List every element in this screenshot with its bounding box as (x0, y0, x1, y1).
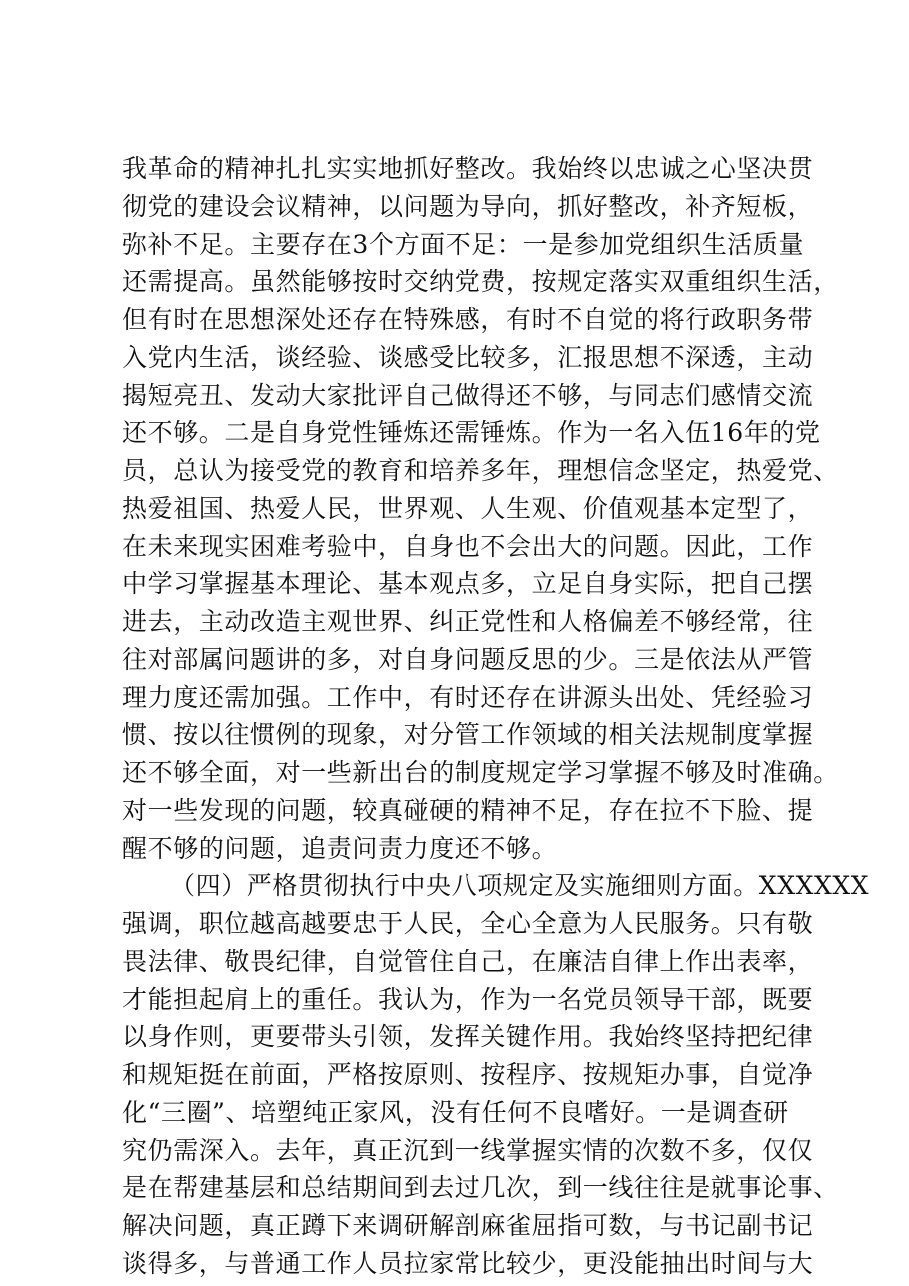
body-text (122, 150, 870, 1283)
text-line: 是在帮建基层和总结期间到去过几次，到一线往往是就事论事、 (122, 1173, 839, 1203)
text-line: 弥补不足。主要存在3个方面不足：一是参加党组织生活质量 (122, 229, 805, 259)
text-line: 究仍需深入。去年，真正沉到一线掌握实情的次数不多，仅仅 (122, 1135, 814, 1165)
text-line: 员，总认为接受党的教育和培养多年，理想信念坚定，热爱党、 (122, 456, 839, 485)
text-line: 彻党的建设会议精神，以问题为导向，抓好整改，补齐短板， (122, 191, 814, 221)
text-line: 谈得多，与普通工作人员拉家常比较少，更没能抽出时间与大 (122, 1248, 814, 1278)
text-line: 但有时在思想深处还存在特殊感，有时不自觉的将行政职务带 (122, 305, 814, 334)
text-line: 畏法律、敬畏纪律，自觉管住自己，在廉洁自律上作出表率， (122, 946, 814, 976)
text-line: 揭短亮丑、发动大家批评自己做得还不够，与同志们感情交流 (122, 380, 814, 410)
text-line: 还不够。二是自身党性锤炼还需锤炼。作为一名入伍16年的党 (122, 418, 821, 448)
text-line: 醒不够的问题，追责问责力度还不够。 (122, 833, 558, 863)
text-line: 以身作则，更要带头引领，发挥关键作用。我始终坚持把纪律 (122, 1022, 814, 1052)
text-line: 对一些发现的问题，较真碰硬的精神不足，存在拉不下脸、提 (122, 795, 814, 825)
text-line: 还需提高。虽然能够按时交纳党费，按规定落实双重组织生活， (122, 267, 839, 297)
text-line: 解决问题，真正蹲下来调研解剖麻雀屈指可数，与书记副书记 (122, 1211, 814, 1240)
text-line: 进去，主动改造主观世界、纠正党性和人格偏差不够经常，往 (122, 607, 814, 636)
text-line: 热爱祖国、热爱人民，世界观、人生观、价值观基本定型了， (122, 493, 814, 523)
section-heading-line: （四）严格贯彻执行中央八项规定及实施细则方面。XXXXXX (170, 871, 870, 901)
text-line: 在未来现实困难考验中，自身也不会出大的问题。因此，工作 (122, 531, 814, 561)
text-line: 还不够全面，对一些新出台的制度规定学习掌握不够及时准确。 (122, 758, 839, 787)
text-line: 入党内生活，谈经验、谈感受比较多，汇报思想不深透，主动 (122, 342, 814, 372)
text-line: 中学习掌握基本理论、基本观点多，立足自身实际，把自己摆 (122, 569, 814, 599)
text-line: 我革命的精神扎扎实实地抓好整改。我始终以忠诚之心坚决贯 (122, 154, 814, 183)
text-line: 化“三圈”、培塑纯正家风，没有任何不良嗜好。一是调查研 (122, 1097, 789, 1127)
text-line: 才能担起肩上的重任。我认为，作为一名党员领导干部，既要 (122, 984, 814, 1014)
text-line: 理力度还需加强。工作中，有时还存在讲源头出处、凭经验习 (122, 682, 814, 712)
text-line: 和规矩挺在前面，严格按原则、按程序、按规矩办事，自觉净 (122, 1060, 814, 1089)
text-line: 往对部属问题讲的多，对自身问题反思的少。三是依法从严管 (122, 644, 814, 674)
text-line: 强调，职位越高越要忠于人民，全心全意为人民服务。只有敬 (122, 909, 814, 938)
text-line: 惯、按以往惯例的现象，对分管工作领域的相关法规制度掌握 (122, 720, 814, 750)
